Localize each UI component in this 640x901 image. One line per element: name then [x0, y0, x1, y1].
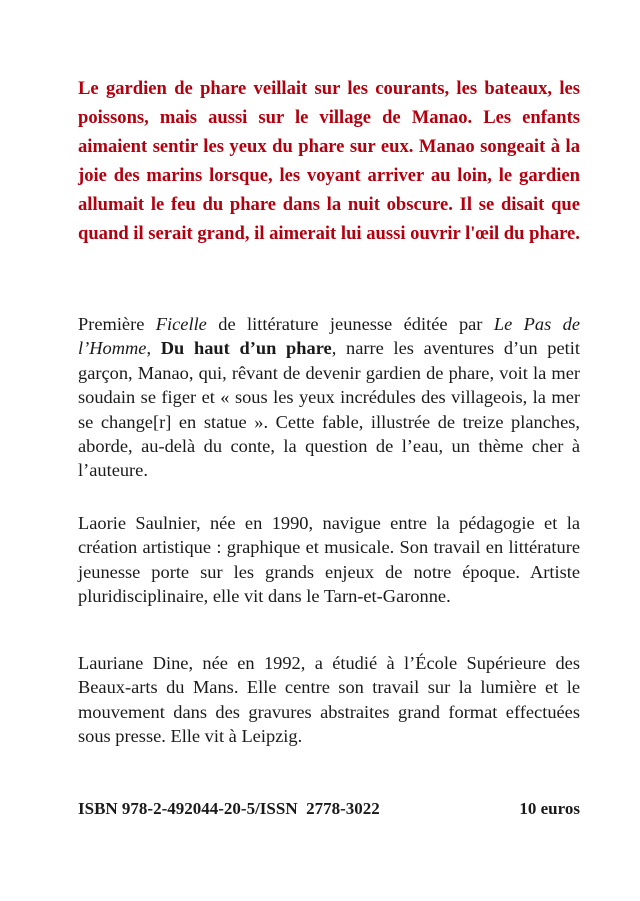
isbn: ISBN 978-2-492044-20-5/ISSN 2778-3022: [78, 799, 380, 818]
book-description: [78, 312, 580, 483]
illustrator-bio: Lauriane Dine, née en 1992, a étudié à l’École Supérieure des Beaux-arts du Mans. Elle centre son travail sur la lumière et le mouvement dans des gravures abstraites grand format effectuées sous presse. Elle vit à Leipzig.: [78, 653, 580, 747]
description-text: Première: [78, 314, 156, 334]
publisher-name: Le Pas de l’Homme: [78, 314, 580, 359]
author-bio: Laorie Saulnier, née en 1990, navigue entre la pédagogie et la création artistique : graphique et musicale. Son travail en littérature jeunesse porte sur les grands enjeux de notre époque. Artiste pluridisciplinaire, elle vit dans le Tarn-et-Garonne.: [78, 513, 580, 607]
description-text: ,: [146, 338, 161, 359]
footer: [78, 799, 580, 819]
lead-paragraph: Le gardien de phare veillait sur les courants, les bateaux, les poissons, mais aussi sur le village de Manao. Les enfants aimaient sentir les yeux du phare sur eux. Manao songeait à la joie des marins lorsque, les voyant arriver au loin, le gardien allumait le feu du phare dans la nuit obscure. Il se disait que quand il serait grand, il aimerait lui aussi ouvrir l'œil du phare.: [78, 78, 580, 244]
book-title: Du haut d’un phare: [160, 338, 332, 359]
back-cover: [78, 74, 580, 818]
price: 10 euros: [519, 799, 580, 818]
description-text: , narre les aventures d’un petit garçon, Manao, qui, rêvant de devenir gardien de phare, voit la mer soudain se figer et « sous les yeux incrédules des villageois, la mer se change[r] en statue ». Cette fable, illustrée de treize planches, aborde, au-delà du conte, la question de l’eau, un thème cher à l’auteure.: [78, 338, 580, 481]
description-text: de littérature jeunesse éditée par: [206, 314, 494, 334]
collection-name: Ficelle: [155, 314, 207, 334]
